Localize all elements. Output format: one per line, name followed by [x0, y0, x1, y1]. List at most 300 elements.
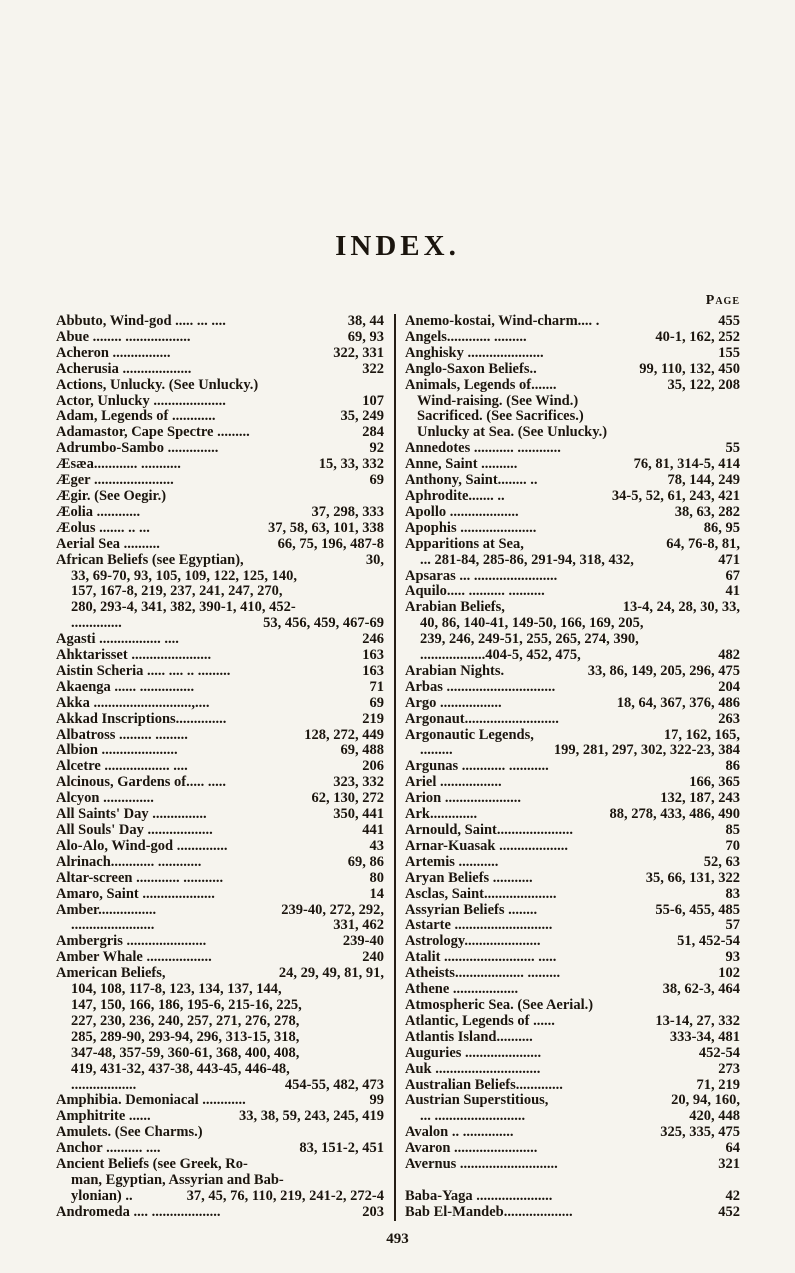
entry-page-numbers: 99 [369, 1093, 384, 1109]
index-entry-line [405, 728, 740, 744]
index-entry-line [405, 1109, 740, 1125]
entry-page-numbers: 80 [369, 870, 384, 886]
entry-text: 147, 150, 166, 186, 195-6, 215-16, 225, [71, 997, 302, 1013]
entry-page-numbers: 102 [718, 966, 740, 982]
index-entry-line [405, 998, 740, 1014]
index-entry-line [56, 409, 384, 425]
entry-text: Austrian Superstitious, [405, 1093, 549, 1109]
index-entry-line [56, 457, 384, 473]
entry-text: Arabian Beliefs, [405, 600, 505, 616]
entry-text: Amphibia. Demoniacal ............ [56, 1093, 246, 1109]
entry-text: Adrumbo-Sambo .............. [56, 441, 219, 457]
entry-text: Bab El-Mandeb................... [405, 1204, 573, 1220]
index-entry-line [405, 1141, 740, 1157]
index-entry-line [405, 457, 740, 473]
entry-text: Apsaras ... ....................... [405, 568, 558, 584]
entry-text: Anne, Saint .......... [405, 457, 518, 473]
entry-page-numbers: 132, 187, 243 [660, 791, 740, 807]
index-entry-line [56, 903, 384, 919]
index-entry-line [56, 759, 384, 775]
entry-text: Argonautic Legends, [405, 727, 534, 743]
index-entry-line [56, 489, 384, 505]
entry-text: 285, 289-90, 293-94, 296, 313-15, 318, [71, 1029, 300, 1045]
index-entry-line [405, 664, 740, 680]
entry-text: Akka ...........................,.... [56, 695, 210, 711]
entry-text: Australian Beliefs............. [405, 1077, 563, 1093]
entry-page-numbers: 452 [718, 1204, 740, 1220]
index-entry-line [56, 871, 384, 887]
entry-text: Amphitrite ...... [56, 1109, 151, 1125]
entry-page-numbers: 55-6, 455, 485 [655, 902, 740, 918]
entry-text: Avalon .. .............. [405, 1125, 514, 1141]
entry-page-numbers: 273 [718, 1061, 740, 1077]
entry-page-numbers: 20, 94, 160, [671, 1093, 740, 1109]
entry-text: Atmospheric Sea. (See Aerial.) [405, 997, 594, 1013]
entry-page-numbers: 163 [362, 663, 384, 679]
entry-page-numbers: 69, 93 [347, 329, 384, 345]
entry-page-numbers: 38, 62-3, 464 [662, 982, 740, 998]
entry-page-numbers: 204 [718, 679, 740, 695]
entry-text: 347-48, 357-59, 360-61, 368, 400, 408, [71, 1045, 300, 1061]
entry-text: .............. [71, 616, 122, 632]
entry-text: All Souls' Day .................. [56, 823, 213, 838]
index-entry-line [405, 855, 740, 871]
entry-text: Arion ..................... [405, 791, 521, 807]
index-entry-line [56, 775, 384, 791]
index-entry-line [405, 887, 740, 903]
index-entry-line [405, 712, 740, 728]
index-column-left [56, 314, 394, 1221]
entry-page-numbers: 35, 122, 208 [667, 377, 740, 393]
entry-text: Æolia ............ [56, 504, 141, 520]
entry-text: Ægir. (See Oegir.) [56, 488, 167, 504]
index-entry-line [56, 1157, 384, 1173]
entry-page-numbers: 350, 441 [333, 807, 384, 823]
entry-text: Anghisky ..................... [405, 345, 544, 361]
index-entry-line [405, 791, 740, 807]
entry-text: Actions, Unlucky. (See Unlucky.) [56, 377, 259, 393]
index-entry-line [405, 839, 740, 855]
index-entry-line [56, 807, 384, 823]
index-entry-line [56, 553, 384, 569]
entry-text: Anthony, Saint........ .. [405, 473, 538, 489]
entry-page-numbers: 331, 462 [333, 918, 384, 934]
index-entry-line [405, 1078, 740, 1094]
index-entry-line [56, 966, 384, 982]
index-entry-line [56, 521, 384, 537]
entry-text: ......... [420, 743, 453, 759]
index-entry-line [405, 394, 740, 410]
entry-page-numbers: 64, 76-8, 81, [666, 536, 740, 552]
entry-page-numbers: 33, 86, 149, 205, 296, 475 [587, 663, 740, 679]
index-entry-line [405, 1093, 740, 1109]
entry-page-numbers: 14 [369, 886, 384, 902]
index-entry-line [405, 600, 740, 616]
entry-text: Atheists................... ......... [405, 966, 561, 982]
entry-text: Amulets. (See Charms.) [56, 1125, 203, 1141]
entry-text: Amber................ [56, 902, 157, 918]
index-entry-line [56, 696, 384, 712]
entry-page-numbers: 55 [725, 441, 740, 457]
entry-text: Athene .................. [405, 982, 519, 998]
entry-text: .................. [71, 1077, 137, 1093]
entry-text: ylonian) .. [71, 1188, 133, 1204]
entry-text: Ark............. [405, 807, 478, 823]
entry-page-numbers: 30, [365, 552, 384, 568]
entry-text: Wind-raising. (See Wind.) [417, 393, 579, 409]
entry-text: Apparitions at Sea, [405, 536, 524, 552]
entry-text: Animals, Legends of....... [405, 377, 557, 393]
index-entry-line [405, 314, 740, 330]
index-entry-line [405, 632, 740, 648]
entry-text: Aerial Sea .......... [56, 536, 160, 552]
index-entry-line [56, 394, 384, 410]
index-entry-line [405, 553, 740, 569]
entry-text: Sacrificed. (See Sacrifices.) [417, 409, 584, 425]
entry-text: Auguries ..................... [405, 1045, 542, 1061]
index-entry-line [405, 775, 740, 791]
entry-page-numbers: 263 [718, 711, 740, 727]
entry-page-numbers: 62, 130, 272 [311, 791, 384, 807]
entry-text: Amber Whale .................. [56, 950, 212, 966]
entry-text: ..................404-5, 452, 475, [420, 648, 581, 664]
entry-text: 40, 86, 140-41, 149-50, 166, 169, 205, [420, 616, 644, 632]
entry-page-numbers: 199, 281, 297, 302, 322-23, 384 [553, 743, 740, 759]
index-entry-line [56, 1173, 384, 1189]
entry-text: Avernus ........................... [405, 1157, 558, 1173]
entry-page-numbers: 53, 456, 459, 467-69 [263, 616, 384, 632]
entry-page-numbers: 13-14, 27, 332 [655, 1013, 740, 1029]
index-entry-line [56, 314, 384, 330]
entry-text: Argonaut.......................... [405, 711, 559, 727]
index-entry-line [56, 791, 384, 807]
entry-page-numbers: 219 [362, 711, 384, 727]
entry-text: Acheron ................ [56, 345, 171, 361]
entry-page-numbers: 92 [369, 441, 384, 457]
entry-page-numbers: 93 [725, 950, 740, 966]
index-entry-line [405, 378, 740, 394]
entry-text: Æger ...................... [56, 473, 174, 489]
entry-page-numbers: 70 [725, 838, 740, 854]
page-column-header: Page [705, 293, 740, 308]
index-entry-line [56, 680, 384, 696]
index-entry-line [405, 489, 740, 505]
entry-page-numbers: 42 [725, 1188, 740, 1204]
entry-text: Altar-screen ............ ........... [56, 870, 224, 886]
index-entry-line [56, 600, 384, 616]
entry-page-numbers: 33, 38, 59, 243, 245, 419 [239, 1109, 384, 1125]
index-entry-line [405, 1173, 740, 1189]
entry-text: ....................... [71, 918, 155, 934]
entry-page-numbers: 35, 66, 131, 322 [645, 870, 740, 886]
index-entry-line [56, 1078, 384, 1094]
entry-text: 104, 108, 117-8, 123, 134, 137, 144, [71, 982, 282, 998]
entry-page-numbers: 99, 110, 132, 450 [639, 361, 740, 377]
index-entry-line [56, 1030, 384, 1046]
entry-text: Argunas ............ ........... [405, 759, 549, 775]
index-entry-line [405, 1014, 740, 1030]
entry-text: Alcyon .............. [56, 791, 154, 807]
entry-text: Anemo-kostai, Wind-charm.... . [405, 314, 600, 329]
entry-text: Astrology..................... [405, 934, 541, 950]
entry-page-numbers: 40-1, 162, 252 [655, 329, 740, 345]
entry-page-numbers: 471 [718, 552, 740, 568]
entry-text: Alo-Alo, Wind-god .............. [56, 838, 228, 854]
entry-text: ... 281-84, 285-86, 291-94, 318, 432, [420, 552, 634, 568]
entry-text: Aryan Beliefs ........... [405, 870, 533, 886]
index-entry-line [405, 1157, 740, 1173]
index-entry-line [56, 664, 384, 680]
entry-text: Aistin Scheria ..... .... .. ......... [56, 663, 231, 679]
entry-page-numbers: 322, 331 [333, 345, 384, 361]
page-number: 493 [386, 1231, 409, 1247]
entry-text: Actor, Unlucky .................... [56, 393, 226, 409]
index-entry-line [405, 759, 740, 775]
entry-text: Ancient Beliefs (see Greek, Ro- [56, 1157, 248, 1173]
entry-page-numbers: 37, 58, 63, 101, 338 [268, 520, 384, 536]
entry-page-numbers: 155 [718, 345, 740, 361]
entry-text: Atalit ......................... ..... [405, 950, 557, 966]
index-entry-line [405, 1189, 740, 1205]
index-entry-line [56, 950, 384, 966]
index-entry-line [56, 473, 384, 489]
index-entry-line [405, 473, 740, 489]
index-entry-line [405, 648, 740, 664]
entry-page-numbers: 239-40, 272, 292, [281, 902, 384, 918]
entry-text: Annedotes ........... ............ [405, 441, 561, 457]
entry-page-numbers: 41 [725, 584, 740, 600]
entry-text: Æolus ....... .. ... [56, 520, 150, 536]
entry-text: Ariel ................. [405, 775, 502, 791]
index-entry-line [405, 1125, 740, 1141]
index-entry-line [56, 505, 384, 521]
index-entry-line [405, 934, 740, 950]
entry-page-numbers: 454-55, 482, 473 [284, 1077, 384, 1093]
entry-page-numbers: 333-34, 481 [669, 1029, 740, 1045]
entry-page-numbers: 83, 151-2, 451 [299, 1141, 384, 1157]
entry-text: Angels............ ......... [405, 329, 527, 345]
index-entry-line [56, 728, 384, 744]
entry-page-numbers: 206 [362, 759, 384, 775]
index-entry-line [405, 505, 740, 521]
entry-text: Anglo-Saxon Beliefs.. [405, 361, 537, 377]
entry-text: Arabian Nights. [405, 663, 505, 679]
index-entry-line [56, 1125, 384, 1141]
index-entry-line [405, 441, 740, 457]
index-entry-line [56, 632, 384, 648]
entry-page-numbers: 69 [369, 695, 384, 711]
index-entry-line [405, 1030, 740, 1046]
index-entry-line [56, 918, 384, 934]
index-entry-line [405, 330, 740, 346]
entry-text: 227, 230, 236, 240, 257, 271, 276, 278, [71, 1013, 300, 1029]
index-entry-line [56, 1014, 384, 1030]
entry-page-numbers: 85 [725, 823, 740, 838]
entry-text: Ambergris ...................... [56, 934, 207, 950]
entry-text: Albion ..................... [56, 743, 178, 759]
entry-text: 33, 69-70, 93, 105, 109, 122, 125, 140, [71, 568, 297, 584]
entry-page-numbers: 35, 249 [340, 409, 384, 425]
index-entry-line [56, 1189, 384, 1205]
index-entry-line [56, 887, 384, 903]
index-entry-line [56, 934, 384, 950]
entry-text: Avaron ....................... [405, 1141, 538, 1157]
entry-text: Agasti ................. .... [56, 632, 179, 648]
index-entry-line [405, 537, 740, 553]
index-entry-line [56, 330, 384, 346]
entry-text: Aquilo..... .......... .......... [405, 584, 545, 600]
entry-text: Akkad Inscriptions.............. [56, 711, 227, 727]
entry-text: Abbuto, Wind-god ..... ... .... [56, 314, 226, 329]
entry-text: Astarte ........................... [405, 918, 553, 934]
entry-page-numbers: 37, 45, 76, 110, 219, 241-2, 272-4 [186, 1188, 384, 1204]
entry-page-numbers: 240 [362, 950, 384, 966]
entry-page-numbers: 43 [369, 838, 384, 854]
entry-page-numbers: 284 [362, 425, 384, 441]
entry-text: Anchor .......... .... [56, 1141, 161, 1157]
entry-page-numbers: 322 [362, 361, 384, 377]
entry-text: Atlantic, Legends of ...... [405, 1013, 555, 1029]
index-entry-line [56, 998, 384, 1014]
index-entry-line [56, 425, 384, 441]
entry-text: Unlucky at Sea. (See Unlucky.) [417, 425, 608, 441]
entry-text: Ahktarisset ...................... [56, 648, 212, 664]
entry-page-numbers: 51, 452-54 [677, 934, 740, 950]
entry-page-numbers: 71, 219 [696, 1077, 740, 1093]
index-entry-line [405, 409, 740, 425]
entry-page-numbers: 78, 144, 249 [667, 473, 740, 489]
entry-text: African Beliefs (see Egyptian), [56, 552, 244, 568]
entry-page-numbers: 34-5, 52, 61, 243, 421 [611, 488, 740, 504]
entry-text: Alrinach............ ............ [56, 854, 202, 870]
entry-text: Aphrodite....... .. [405, 488, 505, 504]
entry-text: Arbas .............................. [405, 679, 556, 695]
entry-page-numbers: 166, 365 [689, 775, 740, 791]
index-entry-line [405, 1205, 740, 1221]
entry-page-numbers: 64 [725, 1141, 740, 1157]
entry-page-numbers: 455 [718, 314, 740, 329]
index-entry-line [56, 1046, 384, 1062]
index-entry-line [56, 569, 384, 585]
entry-page-numbers: 86, 95 [703, 520, 740, 536]
index-entry-line [405, 950, 740, 966]
index-entry-line [56, 362, 384, 378]
entry-text: Adam, Legends of ............ [56, 409, 216, 425]
entry-page-numbers: 246 [362, 632, 384, 648]
entry-text: Albatross ......... ......... [56, 727, 188, 743]
entry-page-numbers: 57 [725, 918, 740, 934]
index-entry-line [56, 537, 384, 553]
entry-text: Arnar-Kuasak ................... [405, 838, 568, 854]
index-entry-line [405, 569, 740, 585]
entry-text: Akaenga ...... ............... [56, 679, 195, 695]
index-entry-line [56, 982, 384, 998]
entry-page-numbers: 325, 335, 475 [660, 1125, 740, 1141]
index-entry-line [405, 584, 740, 600]
entry-text: Argo ................. [405, 695, 502, 711]
entry-page-numbers: 76, 81, 314-5, 414 [633, 457, 740, 473]
index-entry-line [405, 1062, 740, 1078]
page-title: INDEX. [335, 230, 460, 262]
index-entry-line [56, 1109, 384, 1125]
index-entry-line [56, 1205, 384, 1221]
entry-page-numbers: 38, 63, 282 [674, 504, 740, 520]
entry-text: Auk ............................. [405, 1061, 541, 1077]
index-entry-line [405, 982, 740, 998]
entry-page-numbers: 239-40 [342, 934, 384, 950]
entry-text: 157, 167-8, 219, 237, 241, 247, 270, [71, 584, 283, 600]
entry-text: Artemis ........... [405, 854, 499, 870]
entry-page-numbers: 24, 29, 49, 81, 91, [278, 966, 384, 982]
index-entry-line [405, 966, 740, 982]
index-entry-line [405, 616, 740, 632]
entry-page-numbers: 38, 44 [347, 314, 384, 329]
entry-text: Asclas, Saint.................... [405, 886, 557, 902]
index-entry-line [56, 712, 384, 728]
entry-page-numbers: 321 [718, 1157, 740, 1173]
index-entry-line [405, 425, 740, 441]
index-entry-line [56, 378, 384, 394]
entry-page-numbers: 13-4, 24, 28, 30, 33, [622, 600, 740, 616]
index-columns [56, 314, 740, 1221]
index-entry-line [405, 680, 740, 696]
entry-text: American Beliefs, [56, 966, 166, 982]
entry-page-numbers: 83 [725, 886, 740, 902]
index-entry-line [56, 584, 384, 600]
entry-text: Arnould, Saint..................... [405, 823, 573, 838]
entry-text: Alcinous, Gardens of..... ..... [56, 775, 226, 791]
entry-page-numbers: 15, 33, 332 [318, 457, 384, 473]
entry-text: man, Egyptian, Assyrian and Bab- [71, 1172, 284, 1188]
entry-text: ... ......................... [420, 1109, 526, 1125]
entry-page-numbers: 107 [362, 393, 384, 409]
entry-text: Apophis ..................... [405, 520, 537, 536]
entry-text: Atlantis Island.......... [405, 1029, 533, 1045]
index-entry-line [56, 743, 384, 759]
index-entry-line [405, 743, 740, 759]
entry-page-numbers: 482 [718, 648, 740, 664]
entry-page-numbers: 66, 75, 196, 487-8 [277, 536, 384, 552]
index-entry-line [405, 346, 740, 362]
index-entry-line [405, 362, 740, 378]
entry-page-numbers: 18, 64, 367, 376, 486 [616, 695, 740, 711]
index-column-right [394, 314, 740, 1221]
entry-page-numbers: 441 [362, 823, 384, 838]
index-entry-line [56, 346, 384, 362]
index-entry-line [405, 823, 740, 839]
entry-page-numbers: 71 [369, 679, 384, 695]
entry-page-numbers: 52, 63 [703, 854, 740, 870]
entry-text: All Saints' Day ............... [56, 807, 207, 823]
entry-text: 239, 246, 249-51, 255, 265, 274, 390, [420, 632, 639, 648]
entry-page-numbers: 86 [725, 759, 740, 775]
index-entry-line [56, 855, 384, 871]
entry-page-numbers: 128, 272, 449 [304, 727, 384, 743]
entry-page-numbers: 452-54 [698, 1045, 740, 1061]
index-entry-line [405, 903, 740, 919]
index-entry-line [405, 871, 740, 887]
entry-page-numbers: 69 [369, 473, 384, 489]
index-entry-line [56, 441, 384, 457]
entry-page-numbers: 17, 162, 165, [663, 727, 740, 743]
entry-text: 419, 431-32, 437-38, 443-45, 446-48, [71, 1061, 290, 1077]
entry-page-numbers: 163 [362, 648, 384, 664]
index-entry-line [56, 839, 384, 855]
entry-page-numbers: 67 [725, 568, 740, 584]
entry-page-numbers: 69, 488 [340, 743, 384, 759]
index-entry-line [405, 807, 740, 823]
index-entry-line [405, 1046, 740, 1062]
